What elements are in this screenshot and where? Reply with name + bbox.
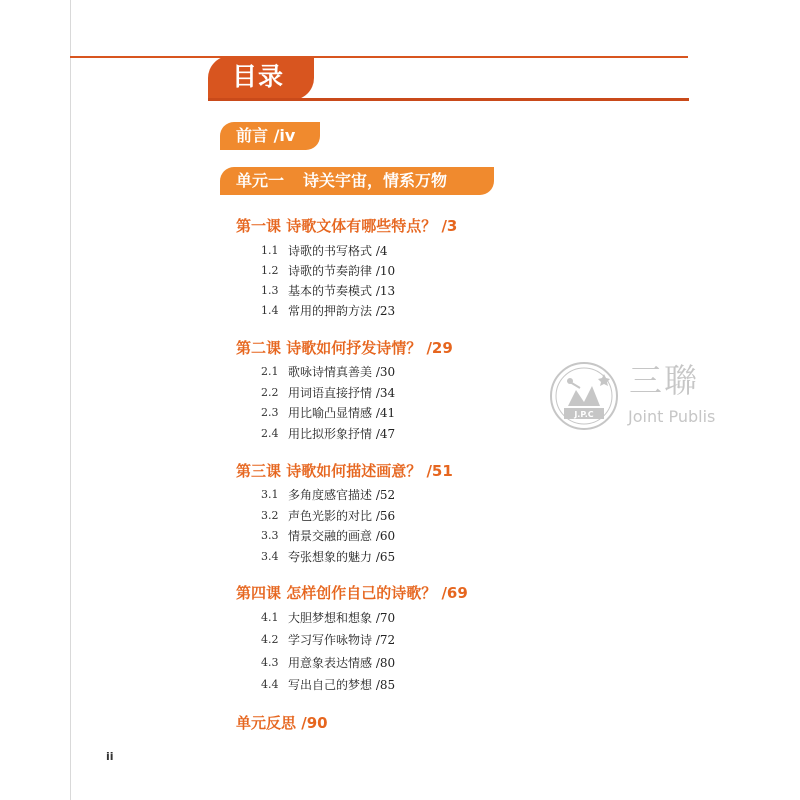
section-number: 4.4: [261, 678, 279, 691]
lesson-3-title[interactable]: 第三课 诗歌如何描述画意？ /51: [236, 462, 453, 480]
section-number: 3.3: [261, 529, 279, 542]
section-number: 2.2: [261, 386, 279, 399]
watermark-chinese: 三聯: [629, 361, 699, 400]
header-top-rule: [70, 56, 688, 58]
section-number: 3.2: [261, 509, 279, 522]
section-number: 2.3: [261, 406, 279, 419]
section-number: 2.1: [261, 365, 279, 378]
section-number: 1.2: [261, 264, 279, 277]
page-edge: [70, 0, 71, 800]
unit-label[interactable]: 单元一: [236, 171, 285, 190]
publisher-watermark: [546, 360, 736, 432]
section-number: 1.3: [261, 284, 279, 297]
section-entry[interactable]: 诗歌的书写格式 /4: [288, 244, 388, 258]
lesson-2-title[interactable]: 第二课 诗歌如何抒发诗情？ /29: [236, 339, 453, 357]
toc-title: 目录: [232, 62, 285, 91]
publisher-seal-icon: [546, 360, 626, 432]
section-entry[interactable]: 写出自己的梦想 /85: [288, 678, 396, 692]
section-entry[interactable]: 用词语直接抒情 /34: [288, 386, 396, 400]
section-number: 3.1: [261, 488, 279, 501]
header-bottom-rule: [208, 98, 689, 101]
section-entry[interactable]: 情景交融的画意 /60: [288, 529, 396, 543]
section-number: 2.4: [261, 427, 279, 440]
section-number: 1.4: [261, 304, 279, 317]
section-number: 4.2: [261, 633, 279, 646]
section-entry[interactable]: 用比喻凸显情感 /41: [288, 406, 396, 420]
watermark-english: Joint Publis: [628, 407, 716, 426]
seal-text: J.P.C: [574, 410, 594, 419]
lesson-4-title[interactable]: 第四课 怎样创作自己的诗歌？ /69: [236, 584, 468, 602]
section-number: 4.1: [261, 611, 279, 624]
section-entry[interactable]: 大胆梦想和想象 /70: [288, 611, 396, 625]
page-number: ii: [106, 750, 114, 763]
lesson-1-title[interactable]: 第一课 诗歌文体有哪些特点？ /3: [236, 217, 458, 235]
preface-entry[interactable]: 前言 /iv: [236, 126, 296, 145]
section-number: 4.3: [261, 656, 279, 669]
unit-title[interactable]: 诗关宇宙，情系万物: [303, 171, 448, 190]
section-entry[interactable]: 声色光影的对比 /56: [288, 509, 396, 523]
section-entry[interactable]: 多角度感官描述 /52: [288, 488, 396, 502]
unit-reflection-entry[interactable]: 单元反思 /90: [236, 714, 328, 732]
section-entry[interactable]: 夸张想象的魅力 /65: [288, 550, 396, 564]
section-entry[interactable]: 常用的押韵方法 /23: [288, 304, 396, 318]
section-entry[interactable]: 用比拟形象抒情 /47: [288, 427, 396, 441]
section-entry[interactable]: 诗歌的节奏韵律 /10: [288, 264, 396, 278]
section-entry[interactable]: 学习写作咏物诗 /72: [288, 633, 396, 647]
section-entry[interactable]: 用意象表达情感 /80: [288, 656, 396, 670]
section-number: 1.1: [261, 244, 279, 257]
section-entry[interactable]: 歌咏诗情真善美 /30: [288, 365, 396, 379]
section-number: 3.4: [261, 550, 279, 563]
section-entry[interactable]: 基本的节奏模式 /13: [288, 284, 396, 298]
